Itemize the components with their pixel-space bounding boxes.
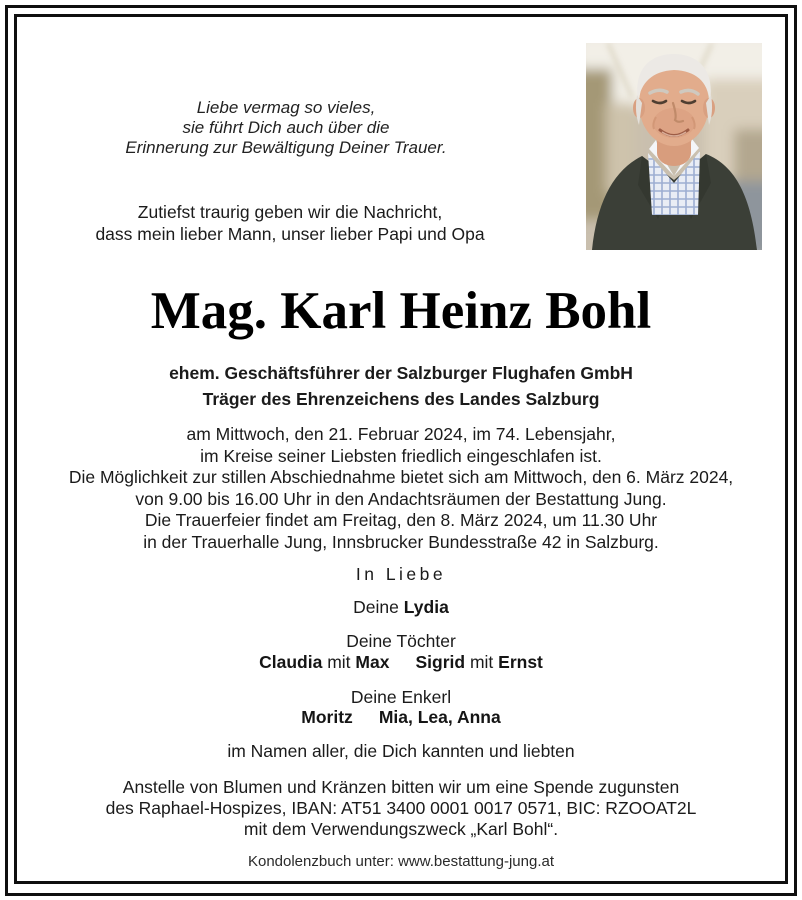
portrait-photo [586, 43, 762, 250]
grandchildren-names [0, 707, 802, 728]
title-line: ehem. Geschäftsführer der Salzburger Flughafen GmbH [169, 363, 633, 383]
funeral-details [0, 424, 802, 553]
daughter-name: Sigrid [415, 652, 466, 672]
grandchild-name: Moritz [301, 707, 353, 727]
wife-name: Lydia [403, 597, 449, 617]
death-announcement [40, 202, 540, 245]
donation-line: mit dem Verwendungszweck „Karl Bohl“. [243, 819, 559, 839]
farewell-heading: In Liebe [355, 564, 447, 584]
details-line: Die Trauerfeier findet am Freitag, den 8. März 2024, um 11.30 Uhr [144, 510, 658, 530]
partner-name: Max [355, 652, 390, 672]
partner-name: Ernst [498, 652, 543, 672]
details-line: von 9.00 bis 16.00 Uhr in den Andachtsräumen der Bestattung Jung. [135, 488, 667, 509]
details-line: in der Trauerhalle Jung, Innsbrucker Bundesstraße 42 in Salzburg. [143, 531, 659, 552]
wife-prefix: Deine [353, 597, 399, 617]
verse-line: Erinnerung zur Bewältigung Deiner Trauer. [125, 138, 447, 157]
grandchild-names: Mia, Lea, Anna [378, 707, 501, 727]
announcement-line: dass mein lieber Mann, unser lieber Papi und Opa [95, 223, 485, 244]
wife-line [0, 597, 802, 618]
donation-line: des Raphael-Hospizes, IBAN: AT51 3400 0001 0017 0571, BIC: RZOOAT2L [105, 798, 697, 818]
daughter-name: Claudia [259, 652, 323, 672]
daughters-names [0, 652, 802, 673]
title-line: Träger des Ehrenzeichens des Landes Salzburg [202, 389, 600, 409]
opening-verse [36, 98, 536, 158]
grandchildren-label: Deine Enkerl [350, 687, 452, 707]
daughters-label: Deine Töchter [346, 631, 456, 651]
donation-line: Anstelle von Blumen und Kränzen bitten wir um eine Spende zugunsten [122, 777, 680, 797]
condolence-book-note: Kondolenzbuch unter: www.bestattung-jung.at [247, 853, 555, 870]
daughter-group [259, 652, 389, 672]
verse-line: Liebe vermag so vieles, [196, 98, 376, 117]
deceased-name: Mag. Karl Heinz Bohl [150, 282, 652, 340]
details-line: am Mittwoch, den 21. Februar 2024, im 74. Lebensjahr, [186, 424, 616, 444]
details-line: Die Möglichkeit zur stillen Abschiednahme bietet sich am Mittwoch, den 6. März 2024, [68, 467, 734, 487]
announcement-line: Zutiefst traurig geben wir die Nachricht, [137, 202, 443, 222]
portrait-photo-graphic [586, 43, 762, 250]
donation-request [0, 777, 802, 840]
details-line: im Kreise seiner Liebsten friedlich eingeschlafen ist. [200, 445, 602, 466]
farewell-closing: im Namen aller, die Dich kannten und liebten [227, 741, 575, 761]
deceased-titles [0, 360, 802, 412]
connector: mit [327, 652, 351, 672]
connector: mit [469, 652, 494, 672]
verse-line: sie führt Dich auch über die [182, 118, 390, 137]
daughter-group [415, 652, 542, 672]
